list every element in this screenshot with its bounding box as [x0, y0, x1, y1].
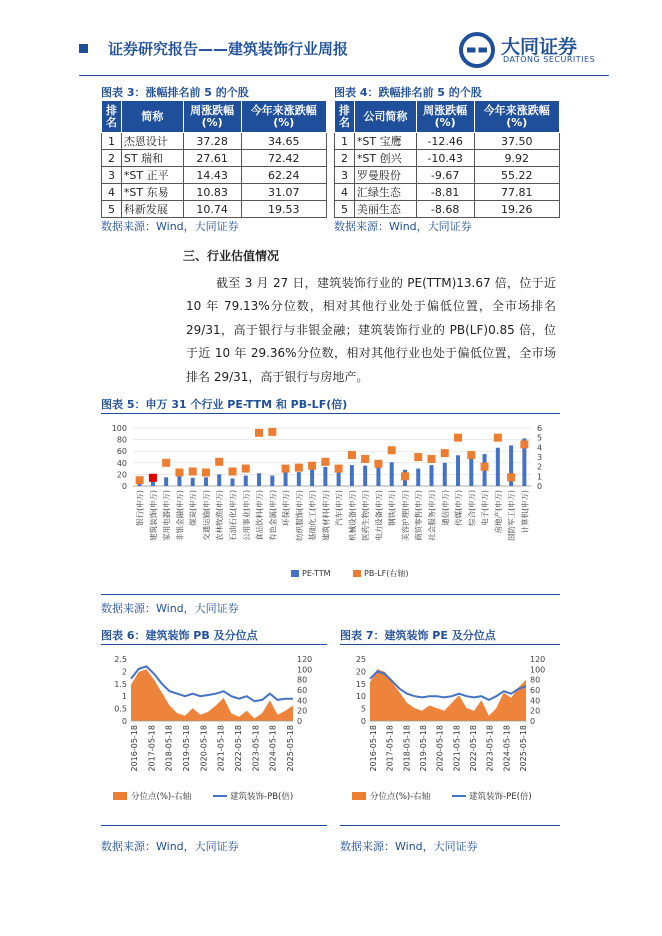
- x-tick-label: 2025-05-18: [286, 725, 295, 772]
- x-tick-label: 2019-05-18: [419, 725, 428, 772]
- y-left-tick-label: 80: [116, 435, 127, 445]
- table-cell: 科新发展: [121, 201, 183, 218]
- header-title: 证券研究报告——建筑装饰行业周报: [108, 40, 349, 58]
- pe-bar: [284, 472, 288, 487]
- pb-marker: [481, 463, 489, 471]
- table-cell: 34.65: [241, 133, 326, 150]
- y-right-tick-label: 0: [297, 717, 303, 726]
- x-tick-label: 社会服务(申万): [427, 490, 437, 541]
- pe-bar: [177, 476, 181, 486]
- y-left-tick-label: 1.5: [114, 679, 127, 689]
- table-cell: -10.43: [416, 150, 474, 167]
- y-left-tick-label: 10: [355, 692, 366, 702]
- pe-bar: [231, 478, 235, 486]
- y-right-tick-label: 120: [297, 655, 313, 664]
- x-tick-label: 农林牧渔(申万): [215, 490, 225, 541]
- table-row: [102, 133, 327, 150]
- x-tick-label: 2017-05-18: [385, 725, 395, 772]
- table-cell: 10.83: [183, 184, 241, 201]
- table-cell: 55.22: [474, 167, 559, 184]
- x-tick-label: 汽车(申万): [334, 490, 344, 526]
- y-left-tick-label: 0.5: [114, 704, 127, 714]
- chart6-frame: [101, 644, 327, 826]
- pe-bar: [217, 474, 221, 486]
- company-logo: [459, 32, 609, 72]
- pe-bar: [297, 472, 301, 486]
- pb-marker: [189, 468, 197, 476]
- pe-bar: [430, 465, 434, 486]
- x-tick-label: 非银金融(申万): [175, 490, 185, 541]
- pb-marker: [467, 451, 475, 459]
- y-left-tick-label: 5: [360, 704, 366, 714]
- x-tick-label: 国防军工(申万): [507, 490, 517, 541]
- y-right-tick-label: 2: [537, 462, 543, 472]
- x-tick-label: 纺织服饰(申万): [294, 490, 304, 541]
- table4-header-cell: 周涨跌幅(%): [416, 101, 474, 133]
- legend-line-label: 建筑装饰-PE(倍): [469, 792, 532, 802]
- x-tick-label: 家用电器(申万): [162, 490, 172, 541]
- y-left-tick-label: 0: [360, 717, 366, 726]
- chart5-frame: [101, 413, 560, 595]
- y-right-tick-label: 4: [537, 443, 543, 453]
- chart7-frame: [340, 644, 560, 826]
- y-left-tick-label: 60: [116, 447, 127, 457]
- pb-marker: [494, 434, 502, 442]
- x-tick-label: 2018-05-18: [402, 725, 412, 772]
- pe-history-chart: [340, 645, 560, 825]
- legend-area-swatch: [113, 792, 127, 800]
- table-cell: 31.07: [241, 184, 326, 201]
- table-cell: 美丽生态: [354, 201, 416, 218]
- pb-marker: [361, 455, 369, 463]
- logo-mark-icon: [459, 32, 495, 68]
- y-left-tick-label: 20: [355, 667, 366, 677]
- table-cell: 72.42: [241, 150, 326, 167]
- pe-bar: [244, 476, 248, 486]
- y-right-tick-label: 40: [530, 696, 541, 706]
- table-cell: -12.46: [416, 133, 474, 150]
- section-paragraph: 截至 3 月 27 日，建筑装饰行业的 PE(TTM)13.67 倍，位于近 10 年 79.13%分位数，相对其他行业处于偏低位置，全市场排名 29/31，高于银行与非银金融；建筑装饰行业的 PB(LF)0.85 倍，位于近 10 年 29.36%分位数，相对其他行业也处于偏低位置，全市场排名 29/31，高于银行与房地产。: [186, 276, 556, 384]
- x-tick-label: 2022-05-18: [469, 725, 478, 772]
- pb-marker: [229, 468, 237, 476]
- table3-caption: 图表 3：涨幅排名前 5 的个股: [101, 86, 249, 99]
- pb-marker: [374, 460, 382, 468]
- x-tick-label: 钢铁(申万): [387, 490, 397, 526]
- y-right-tick-label: 1: [537, 472, 543, 482]
- x-tick-label: 机械设备(申万): [347, 490, 357, 541]
- legend-pe-swatch: [291, 570, 299, 577]
- pe-bar: [443, 463, 447, 486]
- x-tick-label: 美容护理(申万): [400, 490, 410, 541]
- y-right-tick-label: 80: [297, 675, 308, 685]
- table-cell: *ST 宝鹰: [354, 133, 416, 150]
- table-row: [102, 184, 327, 201]
- pb-marker: [255, 429, 263, 437]
- legend-pb-label: PB-LF(右轴): [364, 569, 409, 578]
- x-tick-label: 2024-05-18: [268, 725, 278, 772]
- y-left-tick-label: 15: [355, 679, 366, 689]
- legend-area-label: 分位点(%)-右轴: [370, 792, 431, 802]
- pb-marker: [414, 453, 422, 461]
- table3-header-cell: 简称: [121, 101, 183, 133]
- table-cell: ST 瑞和: [121, 150, 183, 167]
- y-right-tick-label: 60: [530, 686, 541, 695]
- pb-marker: [428, 455, 436, 463]
- x-tick-label: 公用事业(申万): [241, 490, 251, 541]
- table-cell: 5: [335, 201, 355, 218]
- x-tick-label: 计算机(申万): [520, 490, 530, 534]
- pe-bar: [270, 476, 274, 486]
- table-row: [102, 150, 327, 167]
- x-tick-label: 2021-05-18: [216, 725, 226, 772]
- table-cell: *ST 创兴: [354, 150, 416, 167]
- x-tick-label: 医药生物(申万): [361, 490, 371, 541]
- x-tick-label: 环保(申万): [281, 490, 291, 526]
- pb-marker: [348, 451, 356, 459]
- x-tick-label: 石油石化(申万): [228, 490, 238, 541]
- pe-bar: [390, 462, 394, 486]
- pb-marker: [282, 465, 290, 473]
- table-cell: -8.68: [416, 201, 474, 218]
- x-tick-label: 银行(申万): [135, 490, 145, 526]
- pb-marker: [401, 472, 409, 480]
- x-tick-label: 2016-05-18: [369, 725, 378, 772]
- x-tick-label: 2019-05-18: [182, 725, 191, 772]
- table-row: [102, 201, 327, 218]
- pb-marker: [295, 464, 303, 472]
- table-top-gainers: [101, 100, 327, 218]
- x-tick-label: 电子(申万): [480, 490, 490, 526]
- table-cell: 2: [102, 150, 122, 167]
- x-tick-label: 交通运输(申万): [201, 490, 211, 541]
- x-tick-label: 煤炭(申万): [188, 490, 198, 526]
- pe-bar: [376, 467, 380, 486]
- pe-bar: [363, 466, 367, 486]
- table-cell: 杰恩设计: [121, 133, 183, 150]
- pe-bar: [204, 477, 208, 486]
- chart6-caption: 图表 6：建筑装饰 PB 及分位点: [101, 629, 258, 642]
- table-cell: *ST 东易: [121, 184, 183, 201]
- table-cell: 19.53: [241, 201, 326, 218]
- pb-marker: [175, 468, 183, 476]
- x-tick-label: 2023-05-18: [251, 725, 261, 772]
- legend-area-swatch: [352, 792, 366, 800]
- y-left-tick-label: 40: [116, 458, 127, 468]
- pb-marker: [335, 465, 343, 473]
- pb-marker: [520, 440, 528, 448]
- y-right-tick-label: 100: [297, 665, 313, 675]
- pe-bar: [191, 478, 195, 486]
- table3-header-cell: 今年来涨跌幅(%): [241, 101, 326, 133]
- y-right-tick-label: 3: [537, 453, 543, 462]
- legend-area-label: 分位点(%)-右轴: [131, 792, 192, 802]
- pe-bar: [496, 448, 500, 486]
- section-title: 三、行业估值情况: [183, 249, 280, 263]
- x-tick-label: 2017-05-18: [147, 725, 157, 772]
- pb-marker: [321, 458, 329, 466]
- table4-header-cell: 公司简称: [354, 101, 416, 133]
- pb-marker: [202, 468, 210, 476]
- table-row: [335, 201, 560, 218]
- table-row: [335, 150, 560, 167]
- x-tick-label: 房地产(申万): [493, 490, 503, 534]
- table-cell: 1: [335, 133, 355, 150]
- table4-caption: 图表 4：跌幅排名前 5 的个股: [334, 86, 482, 99]
- legend-line-label: 建筑装饰-PB(倍): [230, 792, 294, 802]
- y-right-tick-label: 20: [530, 706, 541, 716]
- table-cell: -9.67: [416, 167, 474, 184]
- pb-marker: [268, 428, 276, 436]
- table-row: [102, 167, 327, 184]
- y-right-tick-label: 5: [537, 433, 543, 443]
- table4-header-cell: 今年来涨跌幅(%): [474, 101, 559, 133]
- y-right-tick-label: 80: [530, 675, 541, 685]
- y-right-tick-label: 20: [297, 706, 308, 716]
- y-right-tick-label: 40: [297, 696, 308, 706]
- x-tick-label: 通信(申万): [440, 490, 450, 526]
- x-tick-label: 2020-05-18: [435, 725, 445, 772]
- industry-valuation-chart: [101, 414, 560, 594]
- page-header: [79, 36, 609, 76]
- x-tick-label: 2025-05-18: [519, 725, 528, 772]
- y-left-tick-label: 20: [116, 470, 127, 480]
- table3-source: 数据来源：Wind，大同证券: [101, 220, 239, 233]
- x-tick-label: 2024-05-18: [502, 725, 512, 772]
- logo-text-en: DATONG SECURITIES: [503, 55, 596, 64]
- pb-marker: [454, 434, 462, 442]
- table-row: [335, 167, 560, 184]
- pb-history-chart: [101, 645, 327, 825]
- pb-marker: [215, 458, 223, 466]
- pb-marker: [388, 446, 396, 454]
- legend-pb-swatch: [353, 570, 361, 577]
- pe-bar: [416, 469, 420, 486]
- x-tick-label: 传媒(申万): [454, 490, 464, 526]
- x-tick-label: 2022-05-18: [234, 725, 243, 772]
- y-right-tick-label: 0: [537, 482, 543, 491]
- chart6-source: 数据来源：Wind，大同证券: [101, 840, 239, 853]
- table-cell: 5: [102, 201, 122, 218]
- pb-marker: [162, 459, 170, 467]
- x-tick-label: 2021-05-18: [452, 725, 462, 772]
- table-cell: 62.24: [241, 167, 326, 184]
- y-right-tick-label: 0: [530, 717, 536, 726]
- pb-marker: [149, 474, 157, 482]
- x-tick-label: 食品饮料(申万): [255, 490, 265, 541]
- y-left-tick-label: 25: [355, 655, 366, 664]
- chart7-source: 数据来源：Wind，大同证券: [340, 840, 478, 853]
- logo-text-cn: 大同证券: [501, 36, 578, 58]
- header-square-icon: [79, 44, 88, 53]
- y-right-tick-label: 120: [530, 655, 546, 664]
- table-cell: *ST 正平: [121, 167, 183, 184]
- table-cell: 1: [102, 133, 122, 150]
- table-cell: 77.81: [474, 184, 559, 201]
- y-right-tick-label: 100: [530, 665, 546, 675]
- percentile-area: [370, 669, 526, 721]
- table-cell: 9.92: [474, 150, 559, 167]
- table-row: [335, 184, 560, 201]
- y-left-tick-label: 2: [121, 667, 127, 677]
- pb-marker: [507, 473, 515, 481]
- table4-header-cell: 排名: [335, 101, 355, 133]
- pb-marker: [242, 465, 250, 473]
- table-cell: 37.28: [183, 133, 241, 150]
- x-tick-label: 电力设备(申万): [374, 490, 384, 541]
- table-row: [335, 133, 560, 150]
- x-tick-label: 建筑材料(申万): [321, 490, 331, 541]
- pe-bar: [323, 467, 327, 486]
- y-left-tick-label: 0: [121, 717, 127, 726]
- table-cell: 37.50: [474, 133, 559, 150]
- pb-marker: [308, 462, 316, 470]
- pe-bar: [310, 469, 314, 486]
- x-tick-label: 建筑装饰(申万): [148, 490, 158, 541]
- chart5-source: 数据来源：Wind，大同证券: [101, 602, 239, 615]
- table-cell: 4: [335, 184, 355, 201]
- table-cell: 3: [335, 167, 355, 184]
- y-left-tick-label: 2.5: [114, 655, 127, 664]
- x-tick-label: 综合(申万): [467, 490, 477, 526]
- table3-header-cell: 周涨跌幅(%): [183, 101, 241, 133]
- table-cell: 罗曼股份: [354, 167, 416, 184]
- y-left-tick-label: 0: [121, 482, 127, 491]
- x-tick-label: 商贸零售(申万): [414, 490, 424, 541]
- pe-bar: [469, 455, 473, 486]
- legend-pe-label: PE-TTM: [302, 569, 331, 578]
- pb-marker: [136, 476, 144, 484]
- x-tick-label: 基础化工(申万): [308, 490, 318, 541]
- pb-marker: [441, 449, 449, 457]
- x-tick-label: 2018-05-18: [164, 725, 174, 772]
- table-cell: -8.81: [416, 184, 474, 201]
- table-cell: 27.61: [183, 150, 241, 167]
- pe-bar: [164, 477, 168, 486]
- y-left-tick-label: 1: [121, 692, 127, 702]
- x-tick-label: 2016-05-18: [130, 725, 139, 772]
- y-left-tick-label: 100: [111, 424, 127, 433]
- table-top-losers: [334, 100, 560, 218]
- x-tick-label: 2020-05-18: [199, 725, 209, 772]
- chart5-caption: 图表 5：申万 31 个行业 PE-TTM 和 PB-LF(倍): [101, 398, 348, 411]
- table-cell: 4: [102, 184, 122, 201]
- table-cell: 19.26: [474, 201, 559, 218]
- y-right-tick-label: 6: [537, 424, 543, 433]
- y-right-tick-label: 60: [297, 686, 308, 695]
- table-cell: 3: [102, 167, 122, 184]
- table3-header-cell: 排名: [102, 101, 122, 133]
- table-cell: 10.74: [183, 201, 241, 218]
- x-tick-label: 2023-05-18: [485, 725, 495, 772]
- chart7-caption: 图表 7：建筑装饰 PE 及分位点: [340, 629, 496, 642]
- table-cell: 14.43: [183, 167, 241, 184]
- pe-bar: [456, 455, 460, 486]
- pe-bar: [350, 465, 354, 486]
- x-tick-label: 有色金属(申万): [268, 490, 278, 541]
- pe-bar: [257, 473, 261, 486]
- table4-source: 数据来源：Wind，大同证券: [334, 220, 472, 233]
- table-cell: 2: [335, 150, 355, 167]
- table-cell: 汇绿生态: [354, 184, 416, 201]
